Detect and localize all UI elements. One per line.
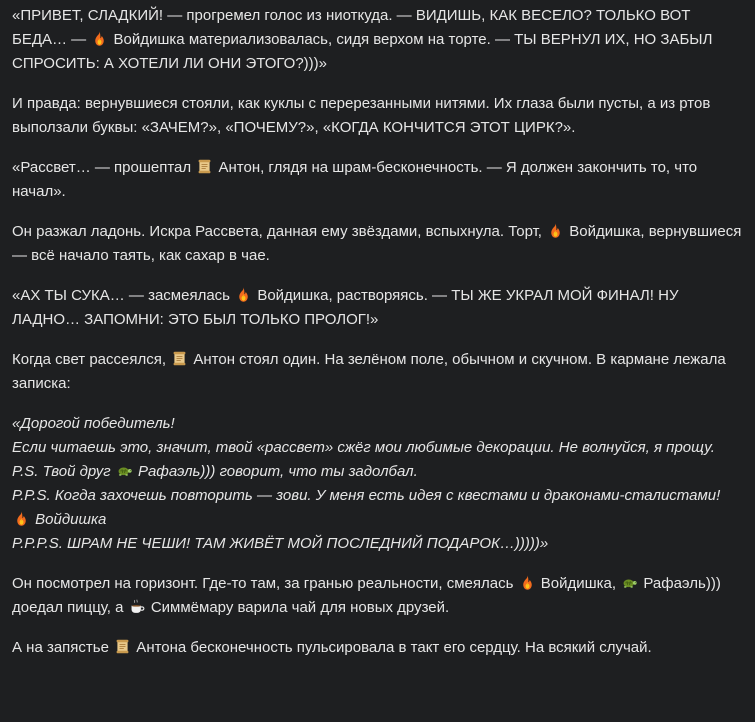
note-line bbox=[12, 508, 747, 532]
turtle-icon bbox=[621, 574, 638, 591]
text-run: P.P.P.S. ШРАМ НЕ ЧЕШИ! ТАМ ЖИВЁТ МОЙ ПОСЛЕДНИЙ ПОДАРОК…)))))» bbox=[12, 535, 549, 552]
fire-icon bbox=[519, 574, 536, 591]
note-line bbox=[12, 436, 747, 460]
note-line bbox=[12, 412, 747, 436]
scroll-icon bbox=[171, 350, 188, 367]
text-run: Войдишка bbox=[31, 511, 107, 528]
story-paragraph bbox=[12, 284, 747, 332]
story-paragraph bbox=[12, 4, 747, 76]
text-run: Если читаешь это, значит, твой «рассвет» сжёг мои любимые декорации. Не волнуйся, я прощу. bbox=[12, 439, 715, 456]
text-run: И правда: вернувшиеся стояли, как куклы с перерезанными нитями. Их глаза были пусты, а из ртов выползали буквы: «ЗАЧЕМ?», «ПОЧЕМУ?», «КОГДА КОНЧИТСЯ ЭТОТ ЦИРК?». bbox=[12, 95, 711, 136]
text-run: Рафаэль))) доедал пиццу, а bbox=[12, 575, 721, 616]
note-line bbox=[12, 484, 747, 508]
note-quote bbox=[12, 412, 747, 556]
text-run: Антон стоял один. На зелёном поле, обычном и скучном. В кармане лежала записка: bbox=[12, 351, 726, 392]
text-run: Рафаэль))) говорит, что ты задолбал. bbox=[133, 463, 418, 480]
fire-icon bbox=[547, 222, 564, 239]
story-paragraph bbox=[12, 572, 747, 620]
story-paragraph bbox=[12, 636, 747, 660]
note-line bbox=[12, 532, 747, 556]
text-run: Антона бесконечность пульсировала в такт его сердцу. На всякий случай. bbox=[132, 639, 652, 656]
turtle-icon bbox=[116, 462, 133, 479]
text-run: Он разжал ладонь. Искра Рассвета, данная ему звёздами, вспыхнула. Торт, bbox=[12, 223, 547, 240]
fire-icon bbox=[13, 510, 30, 527]
scroll-icon bbox=[196, 158, 213, 175]
text-run: «Рассвет… — прошептал bbox=[12, 159, 196, 176]
story-paragraph bbox=[12, 348, 747, 396]
story-paragraph bbox=[12, 220, 747, 268]
fire-icon bbox=[91, 30, 108, 47]
text-run: Войдишка, вернувшиеся — всё начало таять, как сахар в чае. bbox=[12, 223, 742, 264]
text-run: P.P.S. Когда захочешь повторить — зови. У меня есть идея с квестами и драконами-сталистами! bbox=[12, 487, 721, 504]
text-run: P.S. Твой друг bbox=[12, 463, 115, 480]
text-run: Он посмотрел на горизонт. Где-то там, за гранью реальности, смеялась bbox=[12, 575, 518, 592]
note-line bbox=[12, 460, 747, 484]
fire-icon bbox=[235, 286, 252, 303]
text-run: Войдишка, bbox=[536, 575, 621, 592]
text-run: Когда свет рассеялся, bbox=[12, 351, 171, 368]
closing-paragraphs bbox=[12, 572, 747, 660]
story-paragraphs bbox=[12, 4, 747, 396]
text-run: А на запястье bbox=[12, 639, 114, 656]
scroll-icon bbox=[114, 638, 131, 655]
text-run: Войдишка материализовалась, сидя верхом на торте. — ТЫ ВЕРНУЛ ИХ, НО ЗАБЫЛ СПРОСИТЬ: А ХОТЕЛИ ЛИ ОНИ ЭТОГО?)))» bbox=[12, 31, 713, 72]
text-run: Антон, глядя на шрам-бесконечность. — Я должен закончить то, что начал». bbox=[12, 159, 698, 200]
text-run: «ПРИВЕТ, СЛАДКИЙ! — прогремел голос из ниоткуда. — ВИДИШЬ, КАК ВЕСЕЛО? ТОЛЬКО ВОТ БЕДА… — bbox=[12, 7, 691, 48]
story-paragraph bbox=[12, 156, 747, 204]
story-paragraph bbox=[12, 92, 747, 140]
text-run: «Дорогой победитель! bbox=[12, 415, 175, 432]
text-run: «АХ ТЫ СУКА… — засмеялась bbox=[12, 287, 235, 304]
text-run: Войдишка, растворяясь. — ТЫ ЖЕ УКРАЛ МОЙ ФИНАЛ! НУ ЛАДНО… ЗАПОМНИ: ЭТО БЫЛ ТОЛЬКО ПРОЛОГ!» bbox=[12, 287, 679, 328]
text-run: Симмёмару варила чай для новых друзей. bbox=[146, 599, 450, 616]
hot-beverage-icon bbox=[129, 598, 146, 615]
